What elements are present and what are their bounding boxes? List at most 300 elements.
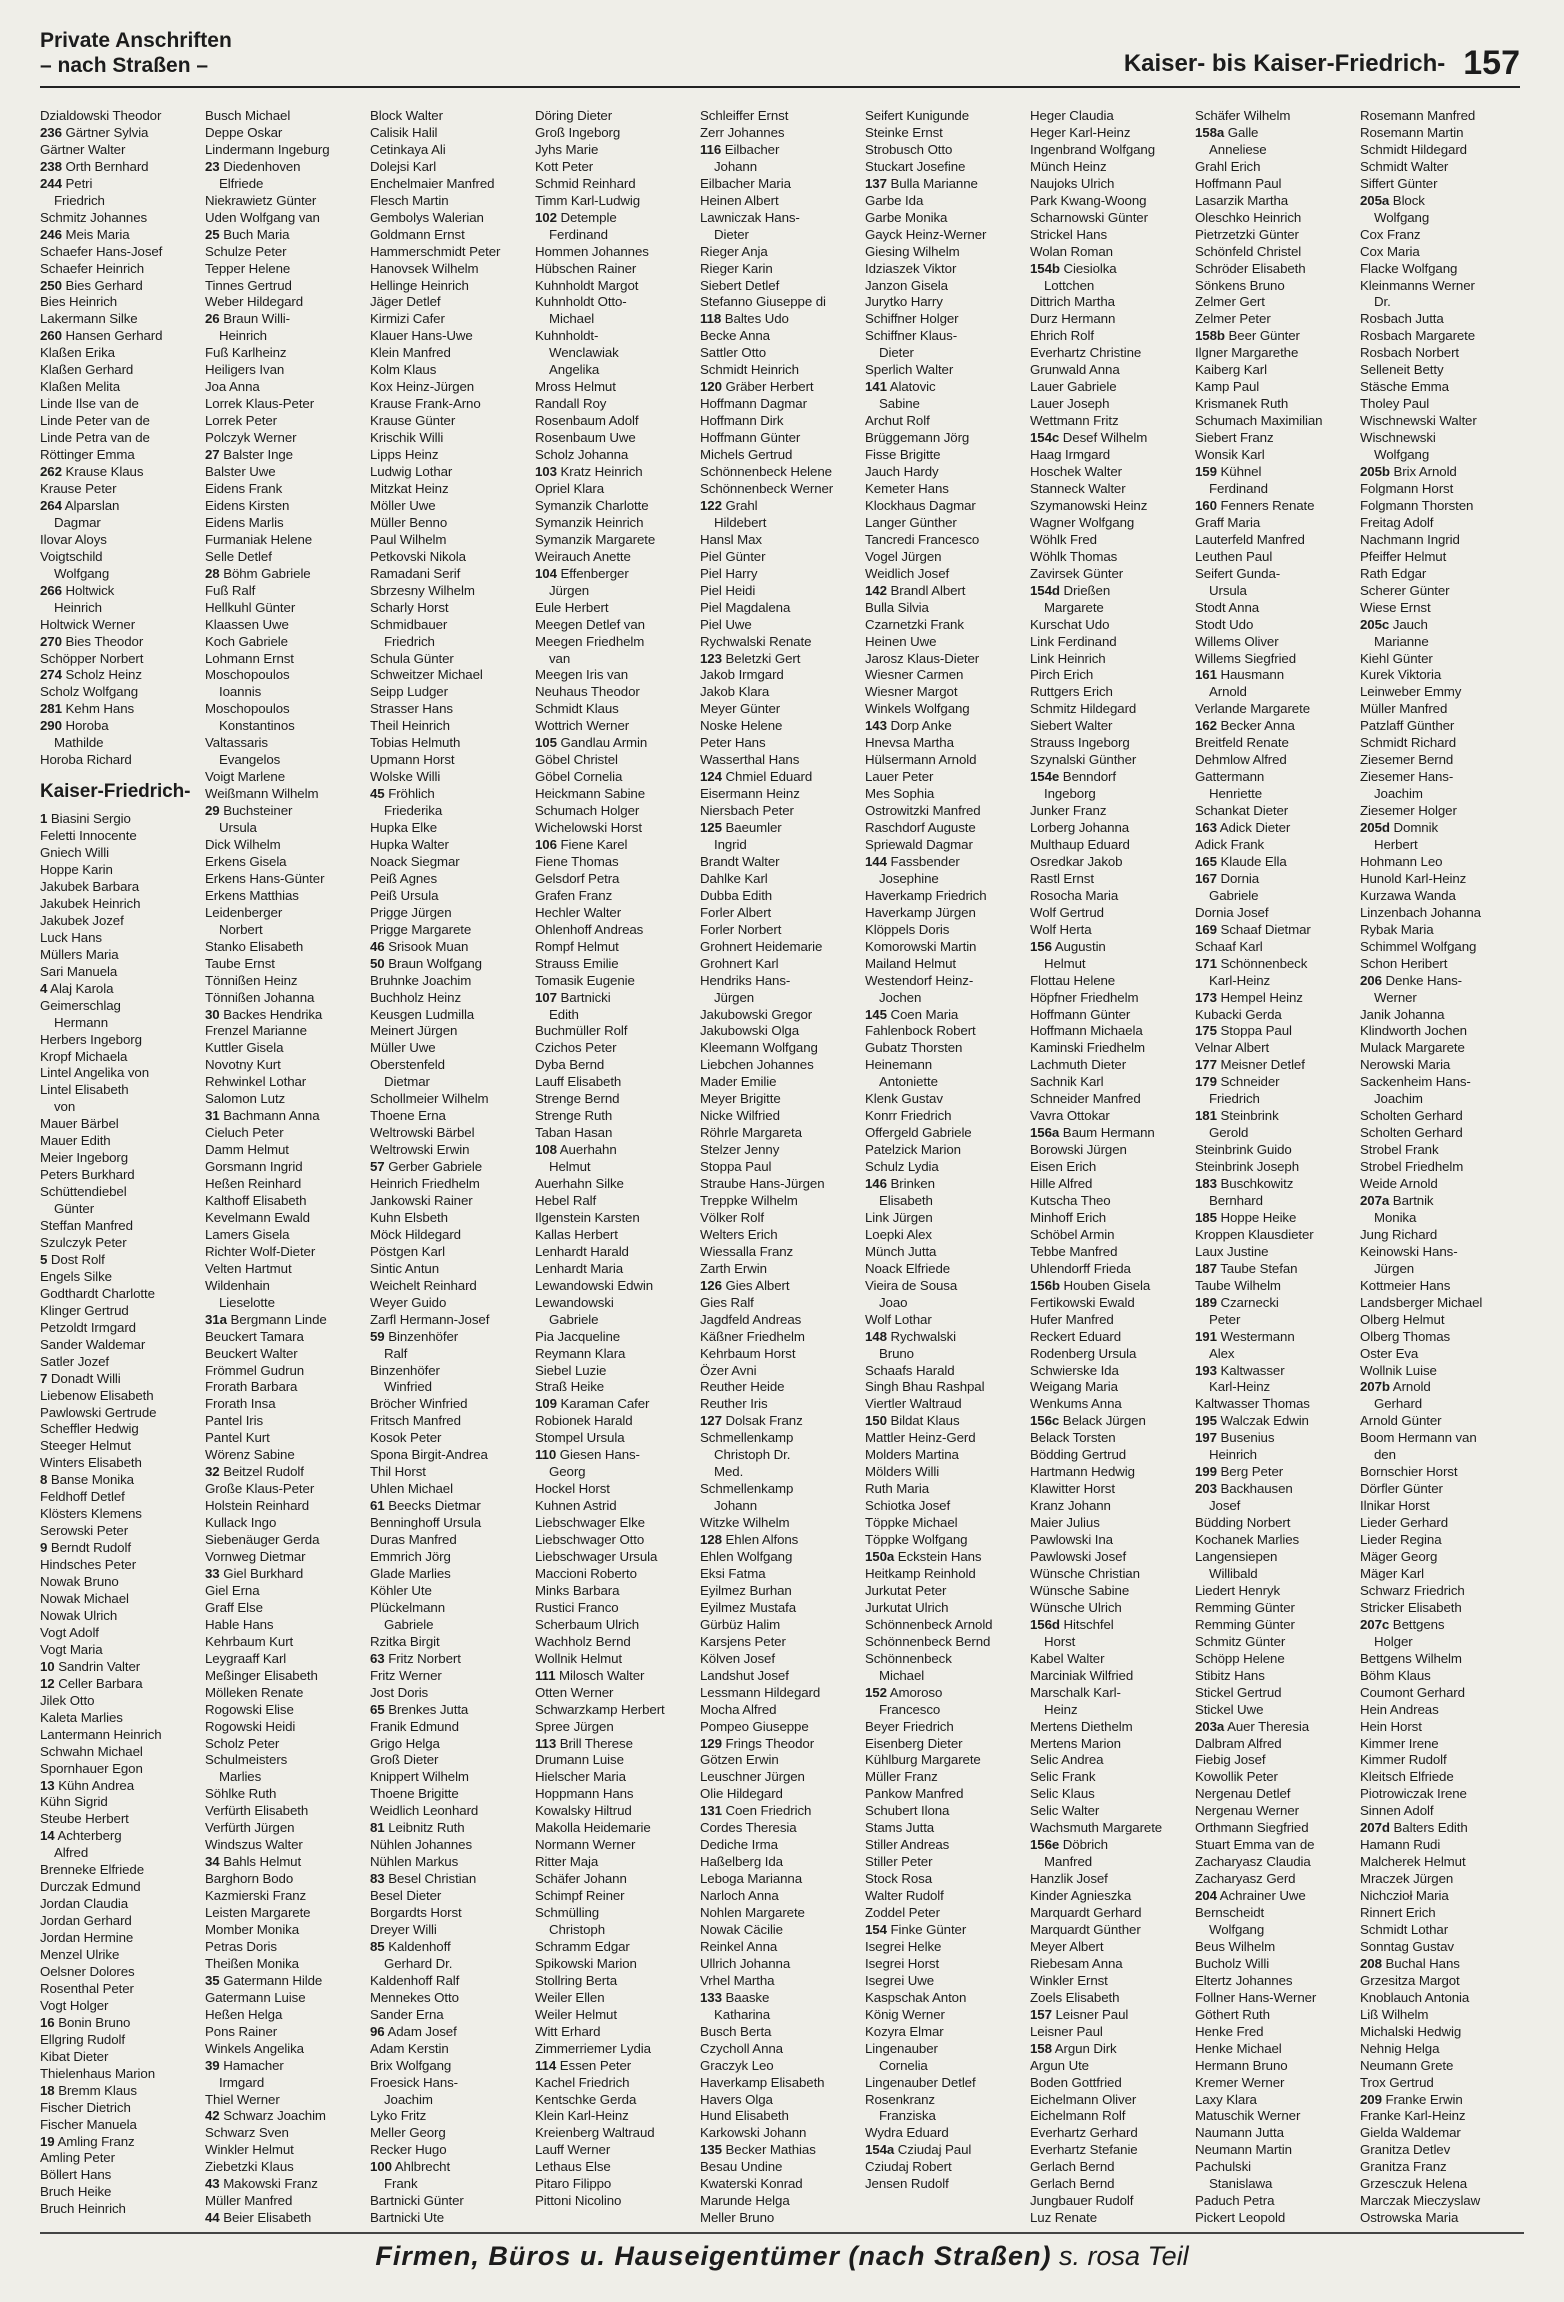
directory-entry xyxy=(1360,1549,1519,1566)
directory-entry xyxy=(40,430,199,447)
house-number: 262 xyxy=(40,464,62,480)
resident-name: Schaaf Karl xyxy=(1195,938,1263,954)
directory-entry xyxy=(1030,1549,1189,1566)
directory-entry xyxy=(1360,1786,1519,1803)
directory-entry xyxy=(370,701,529,718)
house-number: 156c xyxy=(1030,1413,1060,1429)
resident-name: Sackenheim Hans- xyxy=(1360,1074,1471,1090)
directory-entry xyxy=(535,1515,694,1532)
directory-entry xyxy=(535,2193,694,2210)
directory-entry xyxy=(205,396,364,413)
resident-name: Döring Dieter xyxy=(535,108,613,123)
directory-entry xyxy=(865,2024,1024,2041)
directory-entry xyxy=(370,345,529,362)
directory-entry xyxy=(1030,413,1189,430)
directory-entry xyxy=(535,667,694,684)
resident-name: Sander Waldemar xyxy=(40,1336,146,1352)
resident-name: Nehnig Helga xyxy=(1360,2040,1440,2056)
directory-entry xyxy=(1030,1363,1189,1380)
resident-name: Michael xyxy=(879,1667,925,1683)
directory-entry xyxy=(1195,1617,1354,1634)
resident-name: Petras Doris xyxy=(205,1938,277,1954)
resident-name: Niekrawietz Günter xyxy=(205,192,317,208)
directory-entry xyxy=(40,701,199,718)
directory-entry xyxy=(700,1922,859,1939)
directory-entry xyxy=(370,1668,529,1685)
resident-name: Olberg Thomas xyxy=(1360,1328,1451,1344)
house-number: 208 xyxy=(1360,1955,1382,1971)
resident-name: Kallas Herbert xyxy=(535,1226,618,1242)
directory-entry xyxy=(370,1939,529,1956)
resident-name: Margarete xyxy=(1044,599,1104,615)
resident-name: Franke Erwin xyxy=(1385,2091,1463,2107)
directory-entry xyxy=(535,193,694,210)
directory-entry xyxy=(535,1956,694,1973)
directory-entry xyxy=(865,1922,1024,1939)
directory-entry xyxy=(40,1116,199,1133)
resident-name: Spree Jürgen xyxy=(535,1718,614,1734)
directory-entry xyxy=(40,1133,199,1150)
resident-name: Donadt Willi xyxy=(50,1370,121,1386)
directory-entry xyxy=(370,1736,529,1753)
resident-name: Holtwick Werner xyxy=(40,616,136,632)
resident-name: Horoba Richard xyxy=(40,752,132,768)
directory-entry xyxy=(370,1413,529,1430)
house-number: 131 xyxy=(700,1803,722,1819)
directory-entry xyxy=(205,1379,364,1396)
resident-name: Novotny Kurt xyxy=(205,1057,281,1073)
directory-entry xyxy=(370,1295,529,1312)
resident-name: Arnold Günter xyxy=(1360,1413,1442,1429)
resident-name: Selleneit Betty xyxy=(1360,362,1444,378)
entry-continuation xyxy=(535,1159,694,1176)
resident-name: Isegrei Horst xyxy=(865,1955,940,1971)
directory-entry xyxy=(205,1125,364,1142)
resident-name: Schmülling xyxy=(535,1905,600,1921)
resident-name: Schönnenbeck Helene xyxy=(700,464,832,480)
directory-entry xyxy=(1360,735,1519,752)
resident-name: Stelzer Jenny xyxy=(700,1142,780,1158)
house-number: 193 xyxy=(1195,1362,1217,1378)
resident-name: Ursula xyxy=(1209,582,1247,598)
house-number: 8 xyxy=(40,1472,48,1488)
directory-entry xyxy=(1360,1413,1519,1430)
directory-entry xyxy=(700,1430,859,1447)
resident-name: van xyxy=(549,650,571,666)
house-number: 59 xyxy=(370,1328,385,1344)
directory-entry xyxy=(205,2058,364,2075)
resident-name: Komorowski Martin xyxy=(865,938,977,954)
directory-entry xyxy=(865,651,1024,668)
resident-name: Naujoks Ulrich xyxy=(1030,175,1115,191)
directory-entry xyxy=(205,1057,364,1074)
resident-name: Nerowski Maria xyxy=(1360,1057,1451,1073)
directory-entry xyxy=(700,854,859,871)
directory-entry xyxy=(1195,1973,1354,1990)
directory-entry xyxy=(1030,1329,1189,1346)
directory-entry xyxy=(865,1007,1024,1024)
resident-name: Schon Heribert xyxy=(1360,955,1448,971)
directory-entry xyxy=(1360,193,1519,210)
directory-entry xyxy=(1030,684,1189,701)
resident-name: Hille Alfred xyxy=(1030,1176,1093,1192)
resident-name: Schöpp Helene xyxy=(1195,1650,1285,1666)
directory-entry xyxy=(370,2007,529,2024)
resident-name: Eyilmez Mustafa xyxy=(700,1599,797,1615)
directory-entry xyxy=(370,430,529,447)
house-number: 209 xyxy=(1360,2091,1382,2107)
directory-entry xyxy=(40,1981,199,1998)
directory-entry xyxy=(1195,1990,1354,2007)
resident-name: Rosbach Norbert xyxy=(1360,345,1460,361)
directory-entry xyxy=(1030,1023,1189,1040)
directory-entry xyxy=(40,1811,199,1828)
resident-name: Hunold Karl-Heinz xyxy=(1360,870,1467,886)
directory-entry xyxy=(1030,2024,1189,2041)
resident-name: Oberstenfeld xyxy=(370,1057,445,1073)
resident-name: Möck Hildegard xyxy=(370,1226,461,1242)
directory-entry xyxy=(700,634,859,651)
resident-name: Linde Petra van de xyxy=(40,430,150,446)
directory-entry xyxy=(1360,1040,1519,1057)
entry-continuation xyxy=(1195,1498,1354,1515)
resident-name: Liebchen Johannes xyxy=(700,1057,814,1073)
entry-continuation xyxy=(370,1346,529,1363)
directory-entry xyxy=(700,2210,859,2227)
entry-continuation xyxy=(535,227,694,244)
resident-name: Voigt Marlene xyxy=(205,769,286,785)
directory-entry xyxy=(700,345,859,362)
entry-continuation xyxy=(700,159,859,176)
resident-name: Dorp Anke xyxy=(890,718,952,734)
entry-continuation xyxy=(1030,1854,1189,1871)
resident-name: Francesco xyxy=(879,1701,941,1717)
directory-entry xyxy=(535,498,694,515)
directory-entry xyxy=(865,769,1024,786)
directory-entry xyxy=(1030,1481,1189,1498)
house-number: 154c xyxy=(1030,430,1060,446)
resident-name: Dalbram Alfred xyxy=(1195,1735,1282,1751)
directory-entry xyxy=(40,2083,199,2100)
resident-name: Friedrich xyxy=(54,192,105,208)
entry-continuation xyxy=(865,1346,1024,1363)
house-number: 50 xyxy=(370,955,385,971)
directory-entry xyxy=(1195,1854,1354,1871)
resident-name: Taube Wilhelm xyxy=(1195,1277,1281,1293)
resident-name: Meller Georg xyxy=(370,2125,446,2141)
resident-name: Kaltwasser Thomas xyxy=(1195,1396,1310,1412)
resident-name: Klaßen Erika xyxy=(40,345,115,361)
directory-entry xyxy=(1030,311,1189,328)
resident-name: Höpfner Friedhelm xyxy=(1030,989,1139,1005)
directory-entry xyxy=(1030,1210,1189,1227)
directory-entry xyxy=(700,1379,859,1396)
directory-entry xyxy=(40,1778,199,1795)
resident-name: Wolfgang xyxy=(54,565,110,581)
resident-name: Finke Günter xyxy=(890,1921,967,1937)
resident-name: Lauer Peter xyxy=(865,769,934,785)
resident-name: Meller Bruno xyxy=(700,2210,775,2226)
directory-entry xyxy=(700,430,859,447)
directory-entry xyxy=(865,2142,1024,2159)
directory-entry xyxy=(1195,210,1354,227)
resident-name: Wolf Herta xyxy=(1030,921,1092,937)
house-number: 142 xyxy=(865,582,887,598)
resident-name: Friederika xyxy=(384,803,443,819)
house-number: 177 xyxy=(1195,1057,1217,1073)
directory-entry xyxy=(1030,803,1189,820)
directory-entry xyxy=(1360,515,1519,532)
resident-name: Prigge Jürgen xyxy=(370,904,452,920)
entry-continuation xyxy=(700,837,859,854)
directory-entry xyxy=(865,1464,1024,1481)
directory-entry xyxy=(865,244,1024,261)
directory-entry xyxy=(700,701,859,718)
house-number: 124 xyxy=(700,769,722,785)
directory-entry xyxy=(1030,1464,1189,1481)
resident-name: Alex xyxy=(1209,1345,1235,1361)
resident-name: Kaiberg Karl xyxy=(1195,362,1267,378)
entry-continuation xyxy=(535,651,694,668)
entry-continuation xyxy=(40,566,199,583)
resident-name: Pons Rainer xyxy=(205,2023,278,2039)
resident-name: Kurzawa Wanda xyxy=(1360,887,1456,903)
house-number: 246 xyxy=(40,226,62,242)
resident-name: Spriewald Dagmar xyxy=(865,836,973,852)
directory-entry xyxy=(1030,735,1189,752)
directory-entry xyxy=(370,1973,529,1990)
directory-entry xyxy=(700,2092,859,2109)
resident-name: Verfürth Jürgen xyxy=(205,1820,295,1836)
directory-entry xyxy=(865,752,1024,769)
resident-name: Taban Hasan xyxy=(535,1125,613,1141)
resident-name: Ingeborg xyxy=(1044,786,1096,802)
directory-entry xyxy=(370,1719,529,1736)
house-number: 102 xyxy=(535,209,557,225)
resident-name: Jost Doris xyxy=(370,1684,429,1700)
resident-name: Uhlendorff Frieda xyxy=(1030,1260,1131,1276)
directory-entry xyxy=(1030,1312,1189,1329)
resident-name: Hoffmann Paul xyxy=(1195,175,1282,191)
resident-name: Leuschner Jürgen xyxy=(700,1769,805,1785)
house-number: 106 xyxy=(535,836,557,852)
house-number: 207d xyxy=(1360,1820,1390,1836)
resident-name: Klawitter Horst xyxy=(1030,1481,1115,1497)
resident-name: Bildat Klaus xyxy=(890,1413,960,1429)
directory-entry xyxy=(700,278,859,295)
directory-entry xyxy=(1195,278,1354,295)
directory-entry xyxy=(370,1210,529,1227)
directory-entry xyxy=(370,413,529,430)
directory-entry xyxy=(205,1464,364,1481)
resident-name: Duras Manfred xyxy=(370,1532,457,1548)
resident-name: Adam Josef xyxy=(387,2023,457,2039)
resident-name: Med. xyxy=(714,1464,744,1480)
resident-name: Rosbach Margarete xyxy=(1360,328,1476,344)
resident-name: Bröcher Winfried xyxy=(370,1396,468,1412)
resident-name: Göbel Cornelia xyxy=(535,769,623,785)
directory-entry xyxy=(865,1617,1024,1634)
directory-entry xyxy=(205,634,364,651)
directory-entry xyxy=(40,2049,199,2066)
house-number: 264 xyxy=(40,497,62,513)
directory-entry xyxy=(370,1396,529,1413)
resident-name: Selic Walter xyxy=(1030,1803,1100,1819)
directory-entry xyxy=(535,108,694,125)
directory-entry xyxy=(205,871,364,888)
directory-entry xyxy=(370,1007,529,1024)
resident-name: Eksi Fatma xyxy=(700,1565,766,1581)
resident-name: Gärtner Sylvia xyxy=(65,124,149,140)
resident-name: Frömmel Gudrun xyxy=(205,1362,305,1378)
resident-name: Lauer Gabriele xyxy=(1030,379,1117,395)
directory-entry xyxy=(40,1727,199,1744)
house-number: 85 xyxy=(370,1938,385,1954)
directory-entry xyxy=(700,549,859,566)
directory-entry xyxy=(205,1956,364,1973)
directory-entry xyxy=(865,2092,1024,2109)
resident-name: Heinen Uwe xyxy=(865,633,937,649)
directory-entry xyxy=(1360,1057,1519,1074)
directory-entry xyxy=(370,532,529,549)
directory-entry xyxy=(205,1990,364,2007)
directory-entry xyxy=(700,108,859,125)
directory-entry xyxy=(40,1693,199,1710)
directory-entry xyxy=(1195,1464,1354,1481)
directory-entry xyxy=(1030,1346,1189,1363)
directory-entry xyxy=(205,1261,364,1278)
resident-name: Cox Franz xyxy=(1360,226,1421,242)
directory-entry xyxy=(700,481,859,498)
house-number: 31 xyxy=(205,1108,220,1124)
resident-name: Schönnenbeck xyxy=(1220,955,1308,971)
resident-name: Emmrich Jörg xyxy=(370,1549,451,1565)
directory-entry xyxy=(1360,1498,1519,1515)
resident-name: Laux Justine xyxy=(1195,1243,1269,1259)
house-number: 135 xyxy=(700,2142,722,2158)
house-number: 238 xyxy=(40,158,62,174)
resident-name: Langensiepen xyxy=(1195,1549,1278,1565)
resident-name: Kleinmanns Werner xyxy=(1360,277,1475,293)
directory-entry xyxy=(205,888,364,905)
resident-name: Fröhlich xyxy=(388,786,435,802)
resident-name: Dieter xyxy=(714,226,749,242)
directory-entry xyxy=(205,1566,364,1583)
directory-entry xyxy=(535,2142,694,2159)
house-number: 195 xyxy=(1195,1413,1217,1429)
resident-name: Karl-Heinz xyxy=(1209,1379,1271,1395)
directory-entry xyxy=(865,261,1024,278)
resident-name: Elisabeth xyxy=(879,1193,933,1208)
directory-entry xyxy=(370,1142,529,1159)
house-number: 123 xyxy=(700,650,722,666)
resident-name: Naumann Jutta xyxy=(1195,2125,1284,2141)
directory-entry xyxy=(535,1803,694,1820)
resident-name: Hohmann Leo xyxy=(1360,853,1443,869)
directory-entry xyxy=(865,1142,1024,1159)
resident-name: Beletzki Gert xyxy=(725,650,801,666)
directory-entry xyxy=(1195,2007,1354,2024)
directory-entry xyxy=(1030,1278,1189,1295)
directory-entry xyxy=(1360,701,1519,718)
entry-continuation xyxy=(370,1956,529,1973)
resident-name: Marquardt Gerhard xyxy=(1030,1905,1142,1921)
directory-entry xyxy=(1030,2159,1189,2176)
directory-entry xyxy=(205,1888,364,1905)
entry-continuation xyxy=(1195,1346,1354,1363)
entry-continuation xyxy=(1360,786,1519,803)
directory-entry xyxy=(205,617,364,634)
directory-entry xyxy=(1360,1668,1519,1685)
directory-entry xyxy=(700,1634,859,1651)
resident-name: Wasserthal Hans xyxy=(700,752,800,768)
directory-entry xyxy=(1195,498,1354,515)
resident-name: Jauch xyxy=(1392,616,1428,632)
resident-name: Otten Werner xyxy=(535,1684,614,1700)
resident-name: Kozyra Elmar xyxy=(865,2023,944,2039)
directory-entry xyxy=(865,1091,1024,1108)
resident-name: Alfred xyxy=(54,1845,89,1861)
directory-entry xyxy=(205,498,364,515)
directory-entry xyxy=(40,947,199,964)
resident-name: Auerhahn Silke xyxy=(535,1176,624,1192)
directory-column xyxy=(700,108,859,2228)
resident-name: Wolfgang xyxy=(1374,447,1430,463)
resident-name: Lewandowski Edwin xyxy=(535,1277,654,1293)
resident-name: Lauff Elisabeth xyxy=(535,1074,622,1090)
directory-entry xyxy=(1195,651,1354,668)
directory-entry xyxy=(205,735,364,752)
resident-name: Knoblauch Antonia xyxy=(1360,1989,1470,2005)
resident-name: Ciesiolka xyxy=(1063,260,1117,276)
directory-entry xyxy=(1360,1820,1519,1837)
resident-name: Buchsteiner xyxy=(223,803,293,819)
resident-name: Gies Ralf xyxy=(700,1294,754,1310)
directory-entry xyxy=(1195,990,1354,1007)
directory-entry xyxy=(370,1532,529,1549)
house-number: 133 xyxy=(700,1989,722,2005)
resident-name: Holstein Reinhard xyxy=(205,1498,309,1514)
directory-entry xyxy=(1195,667,1354,684)
directory-entry xyxy=(700,600,859,617)
directory-entry xyxy=(370,1447,529,1464)
resident-name: Patzlaff Günther xyxy=(1360,718,1455,734)
house-number: 244 xyxy=(40,175,62,191)
directory-entry xyxy=(1195,837,1354,854)
directory-entry xyxy=(700,583,859,600)
resident-name: Schmidt Richard xyxy=(1360,735,1457,751)
directory-entry xyxy=(370,651,529,668)
resident-name: Eichelmann Rolf xyxy=(1030,2108,1126,2124)
directory-entry xyxy=(1030,396,1189,413)
directory-entry xyxy=(700,1244,859,1261)
resident-name: Prigge Margarete xyxy=(370,921,472,937)
resident-name: Hamann Rudi xyxy=(1360,1837,1441,1853)
resident-name: Bahls Helmut xyxy=(223,1854,302,1870)
resident-name: Henke Fred xyxy=(1195,2023,1264,2039)
house-number: 203a xyxy=(1195,1718,1225,1734)
directory-entry xyxy=(1195,769,1354,786)
directory-entry xyxy=(700,1990,859,2007)
directory-entry xyxy=(40,2117,199,2134)
directory-entry xyxy=(1195,922,1354,939)
resident-name: Tönnißen Johanna xyxy=(205,989,315,1005)
directory-entry xyxy=(1195,1736,1354,1753)
resident-name: Kinder Agnieszka xyxy=(1030,1888,1132,1904)
resident-name: Besel Dieter xyxy=(370,1888,442,1904)
directory-entry xyxy=(700,1905,859,1922)
resident-name: Brinken xyxy=(890,1176,935,1192)
